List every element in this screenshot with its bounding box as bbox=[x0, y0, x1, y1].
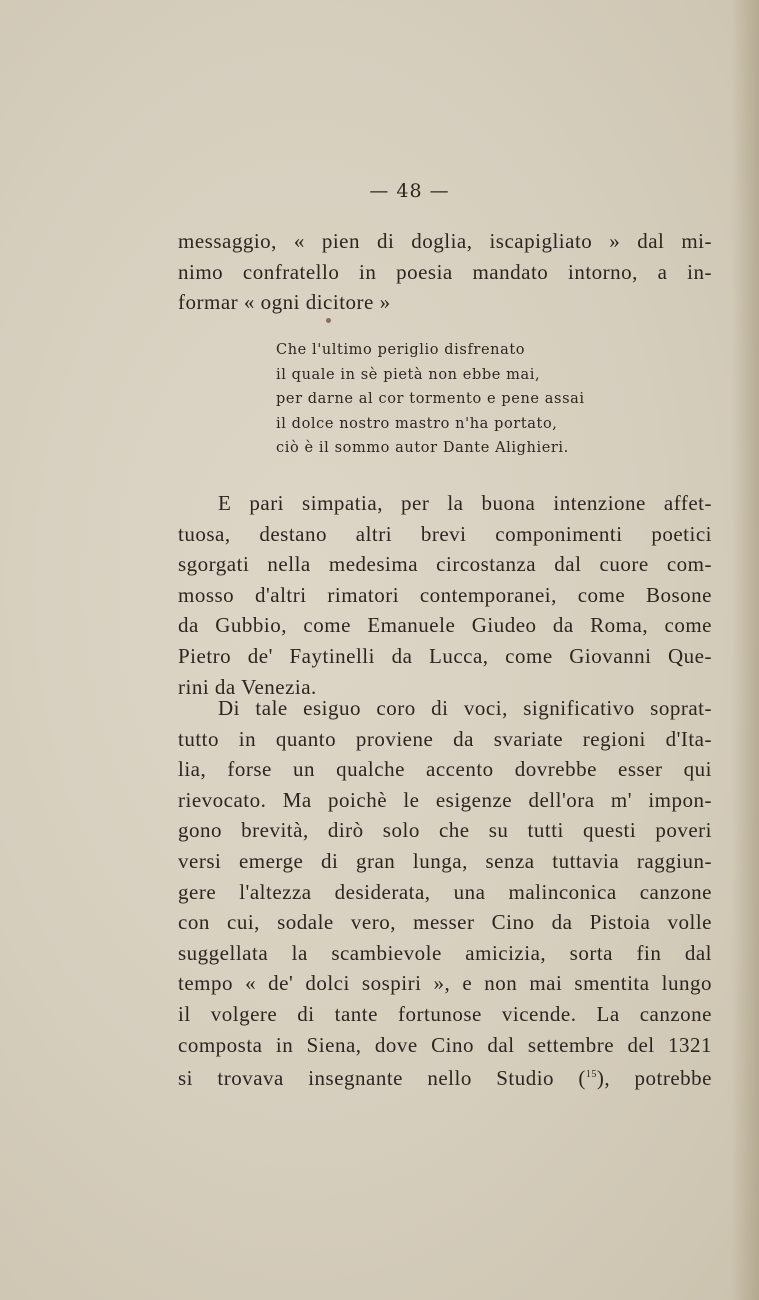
text-line: lia, forse un qualche accento dovrebbe esser qui bbox=[178, 757, 712, 782]
text-line: da Gubbio, come Emanuele Giudeo da Roma, come bbox=[178, 613, 712, 638]
text-line: composta in Siena, dove Cino dal settembre del 1321 bbox=[178, 1032, 712, 1057]
text-line: tuosa, destano altri brevi componimenti poetici bbox=[178, 521, 712, 546]
text-line: messaggio, « pien di doglia, iscapigliato » dal mi- bbox=[178, 229, 712, 253]
text-line: versi emerge di gran lunga, senza tuttavia raggiun- bbox=[178, 848, 712, 873]
text-line: Pietro de' Faytinelli da Lucca, come Giovanni Que- bbox=[178, 643, 712, 668]
text-segment: si trovava insegnante nello Studio ( bbox=[178, 1066, 586, 1091]
last-text-line bbox=[178, 1060, 712, 1094]
poem-verse: il dolce nostro mastro n'ha portato, bbox=[276, 415, 558, 432]
text-line: mosso d'altri rimatori contemporanei, come Bosone bbox=[178, 582, 712, 607]
poem-quotation bbox=[276, 338, 696, 461]
text-line: tempo « de' dolci sospiri », e non mai smentita lungo bbox=[178, 971, 712, 996]
text-line: Di tale esiguo coro di voci, significativo soprat- bbox=[218, 696, 712, 720]
text-line: formar « ogni dicitore » bbox=[178, 290, 391, 315]
poem-verse: per darne al cor tormento e pene assai bbox=[276, 391, 585, 407]
text-line: E pari simpatia, per la buona intenzione affet- bbox=[218, 491, 712, 515]
poem-verse: Che l'ultimo periglio disfrenato bbox=[276, 342, 526, 358]
intro-paragraph bbox=[178, 226, 712, 318]
footnote-reference: 15 bbox=[585, 1069, 597, 1081]
text-line: suggellata la scambievole amicizia, sorta fin dal bbox=[178, 940, 712, 965]
paragraph-simpatia bbox=[178, 488, 712, 702]
ink-speck bbox=[326, 318, 331, 323]
text-line: tutto in quanto proviene da svariate regioni d'Ita- bbox=[178, 726, 712, 751]
text-line: nimo confratello in poesia mandato intorno, a in- bbox=[178, 259, 712, 284]
text-line: gere l'altezza desiderata, una malinconica canzone bbox=[178, 879, 712, 904]
text-line: sgorgati nella medesima circostanza dal cuore com- bbox=[178, 552, 712, 577]
text-segment: ), potrebbe bbox=[596, 1066, 712, 1091]
text-line: gono brevità, dirò solo che su tutti questi poveri bbox=[178, 818, 712, 843]
poem-verse: ciò è il sommo autor Dante Alighieri. bbox=[276, 440, 569, 456]
page-number: — 48 — bbox=[369, 180, 450, 202]
poem-verse: il quale in sè pietà non ebbe mai, bbox=[276, 366, 541, 383]
text-line: rievocato. Ma poichè le esigenze dell'ora m' impon- bbox=[178, 787, 712, 812]
text-line: con cui, sodale vero, messer Cino da Pistoia volle bbox=[178, 910, 712, 935]
text-line: il volgere di tante fortunose vicende. La canzone bbox=[178, 1001, 712, 1026]
text-line: rini da Venezia. bbox=[178, 674, 317, 699]
paragraph-coro bbox=[178, 693, 712, 1094]
